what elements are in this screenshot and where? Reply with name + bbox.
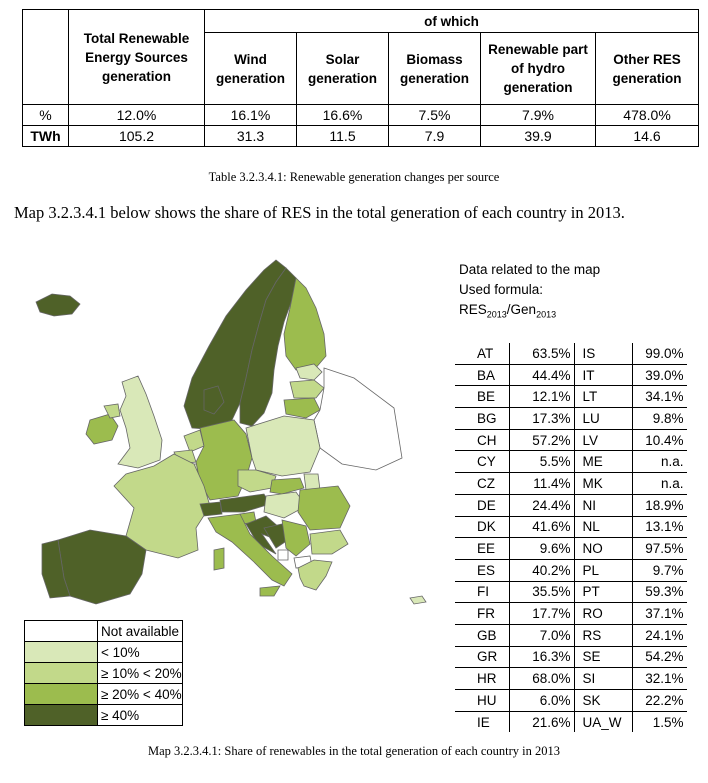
corner-cell [23,10,69,105]
country-share: 22.2% [632,690,687,712]
country-code: AT [455,343,509,364]
country-code: GB [455,624,509,646]
country-row [455,343,687,364]
country-code: ES [455,559,509,581]
legend-label: ≥ 20% < 40% [98,684,183,705]
country-code: BE [455,386,509,408]
country-code: UA_W [582,714,622,730]
country-code: DE [455,494,509,516]
legend-label: ≥ 40% [98,705,183,726]
country-code: HR [455,668,509,690]
country-share: 5.5% [509,451,574,473]
map-caption: Map 3.2.3.4.1: Share of renewables in the total generation of each country in 2013 [147,744,561,758]
country-share: 39.0% [632,364,687,386]
legend-item [25,684,183,705]
country-share: 57.2% [509,429,574,451]
country-code: LV [574,429,632,451]
country-share: 1.5% [632,711,687,732]
map-legend [24,620,183,726]
country-share: 9.8% [632,408,687,430]
country-row [455,473,687,495]
region-ch [200,502,222,516]
country-code: GR [455,646,509,668]
row-label: % [23,105,69,126]
country-row [455,581,687,603]
country-share: 24.1% [632,624,687,646]
region-me [278,550,288,560]
table-cell: 7.5% [389,105,481,126]
country-share: 63.5% [509,343,574,364]
table-cell: 14.6 [596,126,699,147]
region-lv [290,380,324,398]
generation-table [22,9,699,147]
country-code: LT [574,386,632,408]
legend-item [25,621,183,642]
country-row [455,603,687,625]
legend-swatch [25,621,98,642]
table-cell: 16.6% [297,105,389,126]
country-code: PT [574,581,632,603]
header-total: Total Renewable Energy Sources generation [69,10,205,105]
body-paragraph: Map 3.2.3.4.1 below shows the share of RES in the total generation of each country in 2013. [14,203,625,222]
header-hydro: Renewable part of hydro generation [481,33,596,105]
region-it-sardinia [214,548,224,570]
country-share: 9.7% [632,559,687,581]
data-panel-formula: $RES_{2013}/Gen_{2013}$ [459,302,557,320]
legend-item [25,642,183,663]
country-share: 13.1% [632,516,687,538]
country-share: 35.5% [509,581,574,603]
header-biomass: Biomass generation [389,33,481,105]
header-wind: Wind generation [205,33,297,105]
country-row [455,624,687,646]
country-share: 7.0% [509,624,574,646]
country-share: 97.5% [632,538,687,560]
country-share: n.a. [632,451,687,473]
country-row [455,646,687,668]
country-share: 40.2% [509,559,574,581]
country-share-table [455,343,687,732]
country-share: 6.0% [509,690,574,712]
region-unknown-east [314,368,402,470]
country-share: 37.1% [632,603,687,625]
country-row [455,538,687,560]
legend-swatch [25,705,98,726]
country-share: 11.4% [509,473,574,495]
country-code: MK [574,473,632,495]
country-code: DK [455,516,509,538]
country-share: 41.6% [509,516,574,538]
table-cell: 7.9% [481,105,596,126]
country-share: n.a. [632,473,687,495]
country-share: 17.3% [509,408,574,430]
legend-swatch [25,684,98,705]
country-code: IT [574,364,632,386]
table-caption: Table 3.2.3.4.1: Renewable generation changes per source [208,170,500,184]
country-row [455,408,687,430]
country-code: NL [574,516,632,538]
legend-swatch [25,642,98,663]
header-of-which: of which [205,10,699,33]
row-label: TWh [23,126,69,147]
region-pl [246,416,320,476]
country-row [455,429,687,451]
data-panel-line1: Data related to the map [459,262,601,277]
country-code: IS [574,343,632,364]
country-code: SE [574,646,632,668]
country-share: 12.1% [509,386,574,408]
table-cell: 11.5 [297,126,389,147]
country-code: NO [574,538,632,560]
country-code: FR [455,603,509,625]
region-ro [298,486,350,530]
country-share: 34.1% [632,386,687,408]
country-code: IE [477,714,490,730]
header-solar: Solar generation [297,33,389,105]
country-share: 68.0% [509,668,574,690]
country-code: BG [455,408,509,430]
table-row [23,105,699,126]
country-row [455,386,687,408]
table-cell: 478.0% [596,105,699,126]
legend-label: < 10% [98,642,183,663]
data-panel-title [459,260,600,325]
table-cell: 12.0% [69,105,205,126]
data-panel-line2: Used formula: [459,282,544,297]
country-code: RS [574,624,632,646]
region-lt [284,398,320,418]
region-bg [310,530,348,554]
country-code: CZ [455,473,509,495]
header-other: Other RES generation [596,33,699,105]
country-row [455,364,687,386]
country-code: EE [455,538,509,560]
country-code: FI [455,581,509,603]
country-share: 59.3% [632,581,687,603]
country-share: 54.2% [632,646,687,668]
region-sk [270,478,304,494]
country-row [455,494,687,516]
table-cell: 31.3 [205,126,297,147]
legend-label: Not available [98,621,183,642]
europe-map [14,238,444,614]
region-es [58,530,146,604]
legend-label: ≥ 10% < 20% [98,663,183,684]
country-share: 16.3% [509,646,574,668]
country-code: LU [574,408,632,430]
country-row [455,516,687,538]
country-code: CH [455,429,509,451]
country-code: ME [574,451,632,473]
country-row [455,690,687,712]
country-code: NI [574,494,632,516]
country-share: 18.9% [632,494,687,516]
country-code: BA [455,364,509,386]
country-row [455,559,687,581]
region-it-sicily [260,586,280,596]
country-share: 21.6% [509,711,574,732]
country-share: 99.0% [632,343,687,364]
country-row [455,711,687,732]
country-share: 17.7% [509,603,574,625]
country-row [455,668,687,690]
country-code: HU [455,690,509,712]
region-ua-w [304,474,320,490]
country-share: 44.4% [509,364,574,386]
table-cell: 7.9 [389,126,481,147]
table-cell: 105.2 [69,126,205,147]
country-code: RO [574,603,632,625]
region-cy [410,596,426,604]
country-code: SI [574,668,632,690]
region-ie [86,414,118,444]
country-code: CY [455,451,509,473]
region-gb [118,376,162,468]
country-share: 24.4% [509,494,574,516]
table-cell: 16.1% [205,105,297,126]
legend-swatch [25,663,98,684]
region-is [36,294,80,316]
country-share: 10.4% [632,429,687,451]
europe-map-svg [14,238,444,614]
table-cell: 39.9 [481,126,596,147]
legend-item [25,663,183,684]
country-code: PL [574,559,632,581]
table-row [23,126,699,147]
country-code: SK [574,690,632,712]
legend-item [25,705,183,726]
country-share: 9.6% [509,538,574,560]
country-row [455,451,687,473]
country-share: 32.1% [632,668,687,690]
